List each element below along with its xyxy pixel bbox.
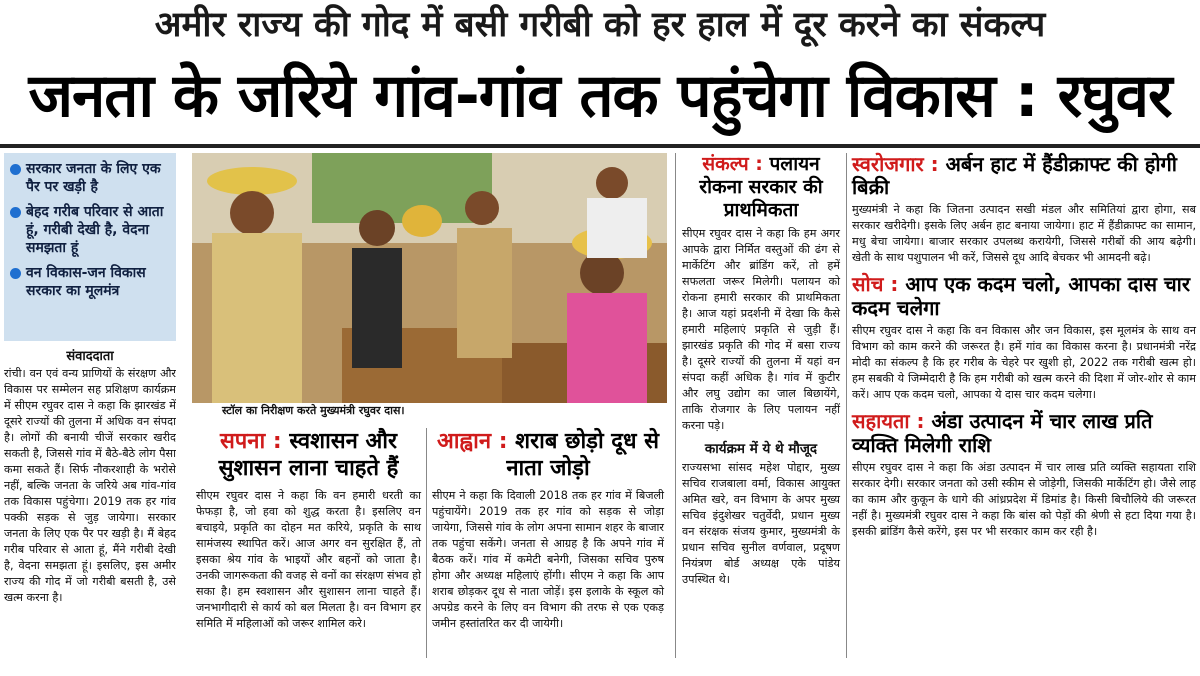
section-body: सीएम रघुवर दास ने कहा कि अंडा उत्पादन में चार लाख प्रति व्यक्ति सहायता राशि सरकार देगी। सरकार जनता को उसी स्कीम से जोड़ेगी, जिसकी मार्केटिंग हो। जैसे लाह का काम और कुकून के धागे की आंध्रप्रदेश में डिमांड है। किसी बिचौलिये की जरूरत नहीं है। मुख्यमंत्री रघुवर दास ने कहा कि बांस को पेड़ों की श्रेणी से हटा दिया गया है। इसकी ब्रांडिंग कैसे करेंगे, इस पर भी सरकार काम कर रही है। [852,461,1196,538]
byline: संवाददाता [66,349,114,364]
section-sapna [196,428,421,632]
column-divider [846,153,847,658]
kicker-headline: अमीर राज्य की गोद में बसी गरीबी को हर हाल में दूर करने का संकल्प [154,5,1046,45]
section-title: सोच : आप एक कदम चलो, आपका दास चार कदम चलेगा [852,272,1191,320]
highlight-item: बेहद गरीब परिवार से आता हूं, गरीबी देखी है, वेदना समझता हूं [4,203,176,257]
lead-story-column [4,348,176,676]
section-title: संकल्प : पलायन रोकना सरकार की प्राथमिकता [699,153,823,221]
section-body: सीएम रघुवर दास ने कहा कि वन विकास और जन विकास, इस मूलमंत्र के साथ वन विभाग को काम करने की जरूरत है। हमें गांव का विकास करना है। प्रधानमंत्री नरेंद्र मोदी का संकल्प है कि हर गरीब के चेहरे पर खुशी हो, 2022 तक गरीबी खत्म हो। हम सबकी ये जिम्मेदारी है कि हम गरीबी को खत्म करने की दिशा में जोर-शोर से काम करें। आप एक कदम चलो, आपका ये दास चार कदम चलेगा। [852,324,1196,401]
main-headline: जनता के जरिये गांव-गांव तक पहुंचेगा विकास : रघुवर [28,61,1172,131]
attendees-body: राज्यसभा सांसद महेश पोद्दार, मुख्य सचिव राजबाला वर्मा, विकास आयुक्त अमित खरे, वन विभाग के अपर मुख्य सचिव इंदुशेखर चतुर्वेदी, प्रधान मुख्य वन संरक्षक संजय कुमार, मुख्यमंत्री के प्रधान सचिव सुनील वर्णवाल, प्रदूषण नियंत्रण बोर्ड अध्यक्ष एके पांडेय उपस्थित थे। [682,461,840,586]
headline-rule [0,144,1200,148]
attendees-title: कार्यक्रम में ये थे मौजूद [704,441,818,457]
bullet-icon [10,207,21,218]
section-body: सीएम रघुवर दास ने कहा कि वन हमारी धरती का फेफड़ा है, जो हवा को शुद्ध करता है। इसलिए वन बचाइये, प्रकृति का दोहन मत करिये, प्रकृति के साथ सामंजस्य स्थापित करें। आज अगर वन सुरक्षित हैं, तो इसका श्रेय गांव के भाइयों और बहनों को जाता है। उनकी जागरूकता की वजह से वनों का संरक्षण संभव हो सका है। हम स्वशासन और सुशासन लाना चाहते हैं। जनभागीदारी से कार्य को बल मिलता है। वन विभाग हर समिति में महिलाओं को जरूर शामिल करे। [196,489,421,630]
section-title: सपना : स्वशासन और सुशासन लाना चाहते हैं [218,429,399,481]
right-column [852,153,1196,540]
column-divider [426,428,427,658]
section-title: आह्वान : शराब छोड़ो दूध से नाता जोड़ो [436,429,660,481]
highlight-item: सरकार जनता के लिए एक पैर पर खड़ी है [4,160,176,196]
photo-illustration [192,153,667,403]
bullet-icon [10,268,21,279]
section-aahvaan [432,428,664,632]
highlight-item: वन विकास-जन विकास सरकार का मूलमंत्र [4,264,176,300]
section-body: सीएम रघुवर दास ने कहा कि हम अगर आपके द्वारा निर्मित वस्तुओं की ढंग से मार्केटिंग और ब्रांडिंग करें, तो हमें सफलता जरूर मिलेगी। पलायन को रोकना हमारी सरकार की प्राथमिकता है। आज यहां प्रदर्शनी में देखा कि कैसे हमारी महिलाएं प्रकृति से जुड़ी हैं। झारखंड प्रकृति की गोद में बसा राज्य है। दूसरे राज्यों की तुलना में यहां वन संपदा कहीं अधिक है। गांव में कुटीर और लघु उद्योग का जाल बिछायेंगे, ताकि रोजगार के लिए पलायन नहीं करना पड़े। [682,227,840,432]
column-divider [675,153,676,658]
bullet-icon [10,164,21,175]
lead-story: रांची। वन एवं वन्य प्राणियों के संरक्षण और विकास पर सम्मेलन सह प्रशिक्षण कार्यक्रम में सीएम रघुवर दास ने कहा कि झारखंड में दूसरे राज्यों की तुलना में अधिक वन संपदा है। लोगों की बनायी चीजें सरकार खरीद सकती है, जिससे गांव में बैठे-बैठे लोग पैसा कमा सकते हैं। सिर्फ नौकरशाही के भरोसे नहीं, बल्कि जनता के जरिये अब गांव-गांव तक विकास पहुंचेगा। 2019 तक हर गांव पक्की सड़क से जुड़ जायेगा। सरकार जनता के लिए एक पैर पर खड़ी है। मैं बेहद गरीब परिवार से आता हूं, मैंने गरीबी देखी है, वेदना समझता हूं। इसलिए, इस अमीर राज्य की गोद में जो गरीबी बसती है, उसे खत्म करना है। [4,367,176,604]
section-title: स्वरोजगार : अर्बन हाट में हैंडीक्राफ्ट की होगी बिक्री [852,152,1177,199]
section-sankalp [682,153,840,588]
highlights-box [4,153,176,341]
news-photo [192,153,667,403]
section-title: सहायता : अंडा उत्पादन में चार लाख प्रति व्यक्ति मिलेगी राशि [852,409,1153,457]
section-body: सीएम ने कहा कि दिवाली 2018 तक हर गांव में बिजली पहुंचायेंगे। 2019 तक हर गांव को सड़क से जोड़ा जायेगा, जिससे गांव के लोग अपना सामान शहर के बाजार तक पहुंचा सकेंगे। जनता से आग्रह है कि अपने गांव में बैठक करें। गांव में कमेटी बनेगी, जिसका सचिव पुरुष होगा और अध्यक्ष महिलाएं होंगी। सीएम ने कहा कि आप शराब छोड़कर दूध से नाता जोड़ें। इस इलाके के स्कूल को अपग्रेड करने के लिए वन विभाग की तरफ से एक एकड़ जमीन हस्तांतरित कर दी जायेगी। [432,489,664,630]
section-body: मुख्यमंत्री ने कहा कि जितना उत्पादन सखी मंडल और समितियां द्वारा होगा, सब सरकार खरीदेगी। इसके लिए अर्बन हाट बनाया जायेगा। हाट में हैंडीक्राफ्ट का सामान, मधु बेचा जायेगा। बाजार सरकार उपलब्ध करायेगी, जिससे गरीबों की आय बढ़ेगी। खेती के साथ पशुपालन भी करें, जिससे दूध आदि बेचकर भी आमदनी बढ़े। [852,203,1196,264]
photo-caption: स्टॉल का निरीक्षण करते मुख्यमंत्री रघुवर दास। [222,404,405,417]
